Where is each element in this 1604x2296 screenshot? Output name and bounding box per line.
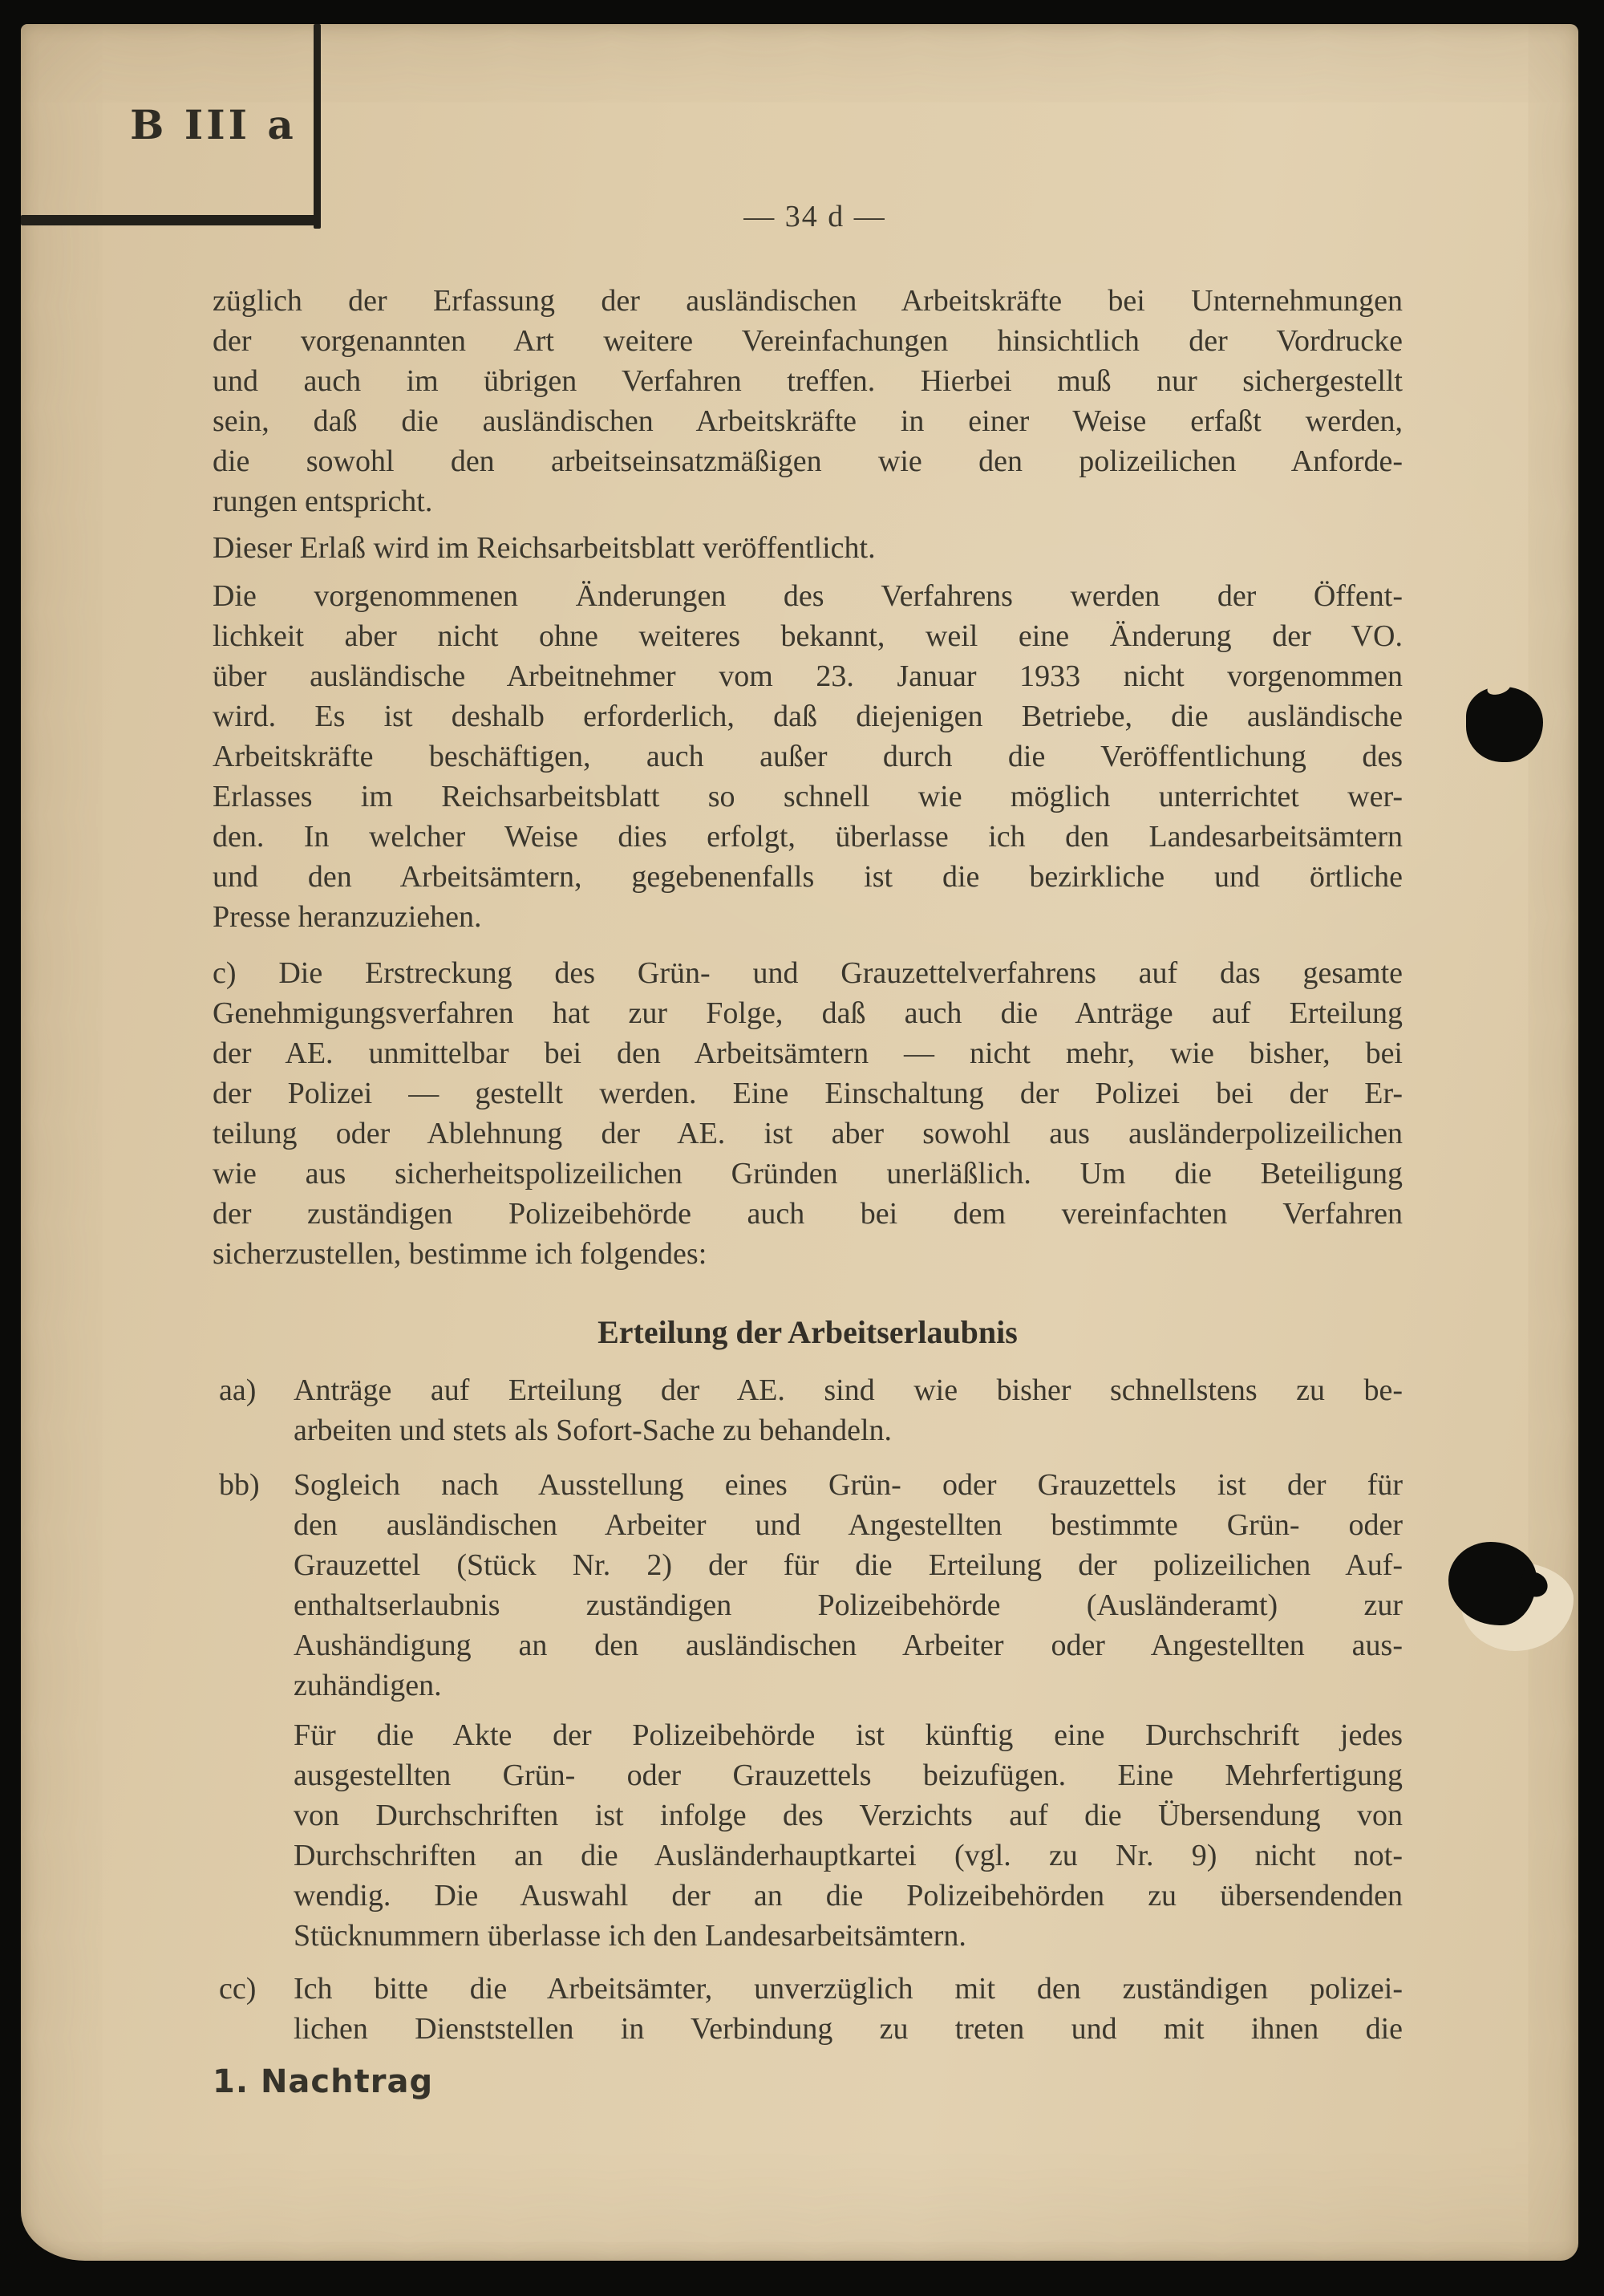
text-line: arbeiten und stets als Sofort-Sache zu behandeln. xyxy=(294,1414,893,1447)
text-line: Stücknummern überlasse ich den Landesarbeitsämtern. xyxy=(294,1919,966,1953)
text-line: wendig. Die Auswahl der an die Polizeibehörden zu übersendenden xyxy=(294,1879,1403,1913)
section-stamp: B III a xyxy=(130,101,297,148)
text-line: Anträge auf Erteilung der AE. sind wie bisher schnellstens zu be- xyxy=(294,1373,1403,1407)
text-line: zuhändigen. xyxy=(294,1669,442,1702)
text-line: Presse heranzuziehen. xyxy=(213,900,482,934)
text-line: sein, daß die ausländischen Arbeitskräfte in einer Weise erfaßt werden, xyxy=(213,404,1403,438)
text-line: rungen entspricht. xyxy=(213,485,433,518)
text-line: lichkeit aber nicht ohne weiteres bekannt, weil eine Änderung der VO. xyxy=(213,619,1403,653)
text-line: Erlasses im Reichsarbeitsblatt so schnell wie möglich unterrichtet wer- xyxy=(213,780,1403,813)
text-line: Arbeitskräfte beschäftigen, auch außer durch die Veröffentlichung des xyxy=(213,740,1403,773)
text-line: den ausländischen Arbeiter und Angestellten bestimmte Grün- oder xyxy=(294,1508,1403,1542)
paragraph-bb-continued xyxy=(213,1715,1403,1956)
text-line: und den Arbeitsämtern, gegebenenfalls ist die bezirkliche und örtliche xyxy=(213,860,1403,894)
text-line: wird. Es ist deshalb erforderlich, daß diejenigen Betriebe, die ausländische xyxy=(213,700,1403,733)
punch-hole-top xyxy=(1466,687,1543,762)
document-page xyxy=(21,24,1578,2261)
text-column xyxy=(213,281,1403,2049)
text-line: sicherzustellen, bestimme ich folgendes: xyxy=(213,1237,707,1271)
item-label-bb: bb) xyxy=(219,1468,260,1502)
text-line: der vorgenannten Art weitere Vereinfachungen hinsichtlich der Vordrucke xyxy=(213,324,1403,358)
paragraph-3 xyxy=(213,576,1403,937)
text-line: der AE. unmittelbar bei den Arbeitsämtern — nicht mehr, wie bisher, bei xyxy=(213,1036,1403,1070)
text-line: Grauzettel (Stück Nr. 2) der für die Erteilung der polizeilichen Auf- xyxy=(294,1548,1403,1582)
stamp-box-vertical-rule xyxy=(314,24,321,229)
text-line: der Polizei — gestellt werden. Eine Einschaltung der Polizei bei der Er- xyxy=(213,1077,1403,1110)
text-line: Durchschriften an die Ausländerhauptkartei (vgl. zu Nr. 9) nicht not- xyxy=(294,1839,1403,1872)
text-line: den. In welcher Weise dies erfolgt, überlasse ich den Landesarbeitsämtern xyxy=(213,820,1403,854)
paragraph-bb xyxy=(213,1465,1403,1706)
footer-nachtrag: 1. Nachtrag xyxy=(213,2063,434,2100)
text-line: c) Die Erstreckung des Grün- und Grauzettelverfahrens auf das gesamte xyxy=(213,956,1403,990)
text-line: wie aus sicherheitspolizeilichen Gründen unerläßlich. Um die Beteiligung xyxy=(213,1157,1403,1191)
text-line: der zuständigen Polizeibehörde auch bei dem vereinfachten Verfahren xyxy=(213,1197,1403,1231)
item-label-aa: aa) xyxy=(219,1373,257,1407)
section-heading: Erteilung der Arbeitserlaubnis xyxy=(597,1314,1018,1350)
item-label-cc: cc) xyxy=(219,1972,257,2006)
text-line: Die vorgenommenen Änderungen des Verfahrens werden der Öffent- xyxy=(213,579,1403,613)
page-number: — 34 d — xyxy=(743,200,886,233)
text-line: enthaltserlaubnis zuständigen Polizeibehörde (Ausländeramt) zur xyxy=(294,1588,1403,1622)
text-line: über ausländische Arbeitnehmer vom 23. Januar 1933 nicht vorgenommen xyxy=(213,659,1403,693)
text-line: Ich bitte die Arbeitsämter, unverzüglich mit den zuständigen polizei- xyxy=(294,1972,1403,2006)
text-line: von Durchschriften ist infolge des Verzichts auf die Übersendung von xyxy=(294,1799,1403,1832)
text-line: züglich der Erfassung der ausländischen Arbeitskräfte bei Unternehmungen xyxy=(213,284,1403,318)
text-line: lichen Dienststellen in Verbindung zu treten und mit ihnen die xyxy=(294,2012,1403,2046)
paragraph-aa xyxy=(213,1370,1403,1450)
text-line: Für die Akte der Polizeibehörde ist künftig eine Durchschrift jedes xyxy=(294,1718,1403,1752)
text-line: teilung oder Ablehnung der AE. ist aber sowohl aus ausländerpolizeilichen xyxy=(213,1117,1403,1150)
text-line: Genehmigungsverfahren hat zur Folge, daß auch die Anträge auf Erteilung xyxy=(213,996,1403,1030)
paragraph-1 xyxy=(213,281,1403,521)
text-line: Aushändigung an den ausländischen Arbeiter oder Angestellten aus- xyxy=(294,1629,1403,1662)
text-line: die sowohl den arbeitseinsatzmäßigen wie den polizeilichen Anforde- xyxy=(213,444,1403,478)
text-line: und auch im übrigen Verfahren treffen. Hierbei muß nur sichergestellt xyxy=(213,364,1403,398)
text-line: ausgestellten Grün- oder Grauzettels beizufügen. Eine Mehrfertigung xyxy=(294,1759,1403,1792)
stamp-box-horizontal-rule xyxy=(21,215,319,225)
text-line: Sogleich nach Ausstellung eines Grün- oder Grauzettels ist der für xyxy=(294,1468,1403,1502)
text-line: Dieser Erlaß wird im Reichsarbeitsblatt veröffentlicht. xyxy=(213,531,876,565)
paragraph-2 xyxy=(213,528,1403,568)
paragraph-cc xyxy=(213,1969,1403,2049)
paragraph-c xyxy=(213,953,1403,1274)
